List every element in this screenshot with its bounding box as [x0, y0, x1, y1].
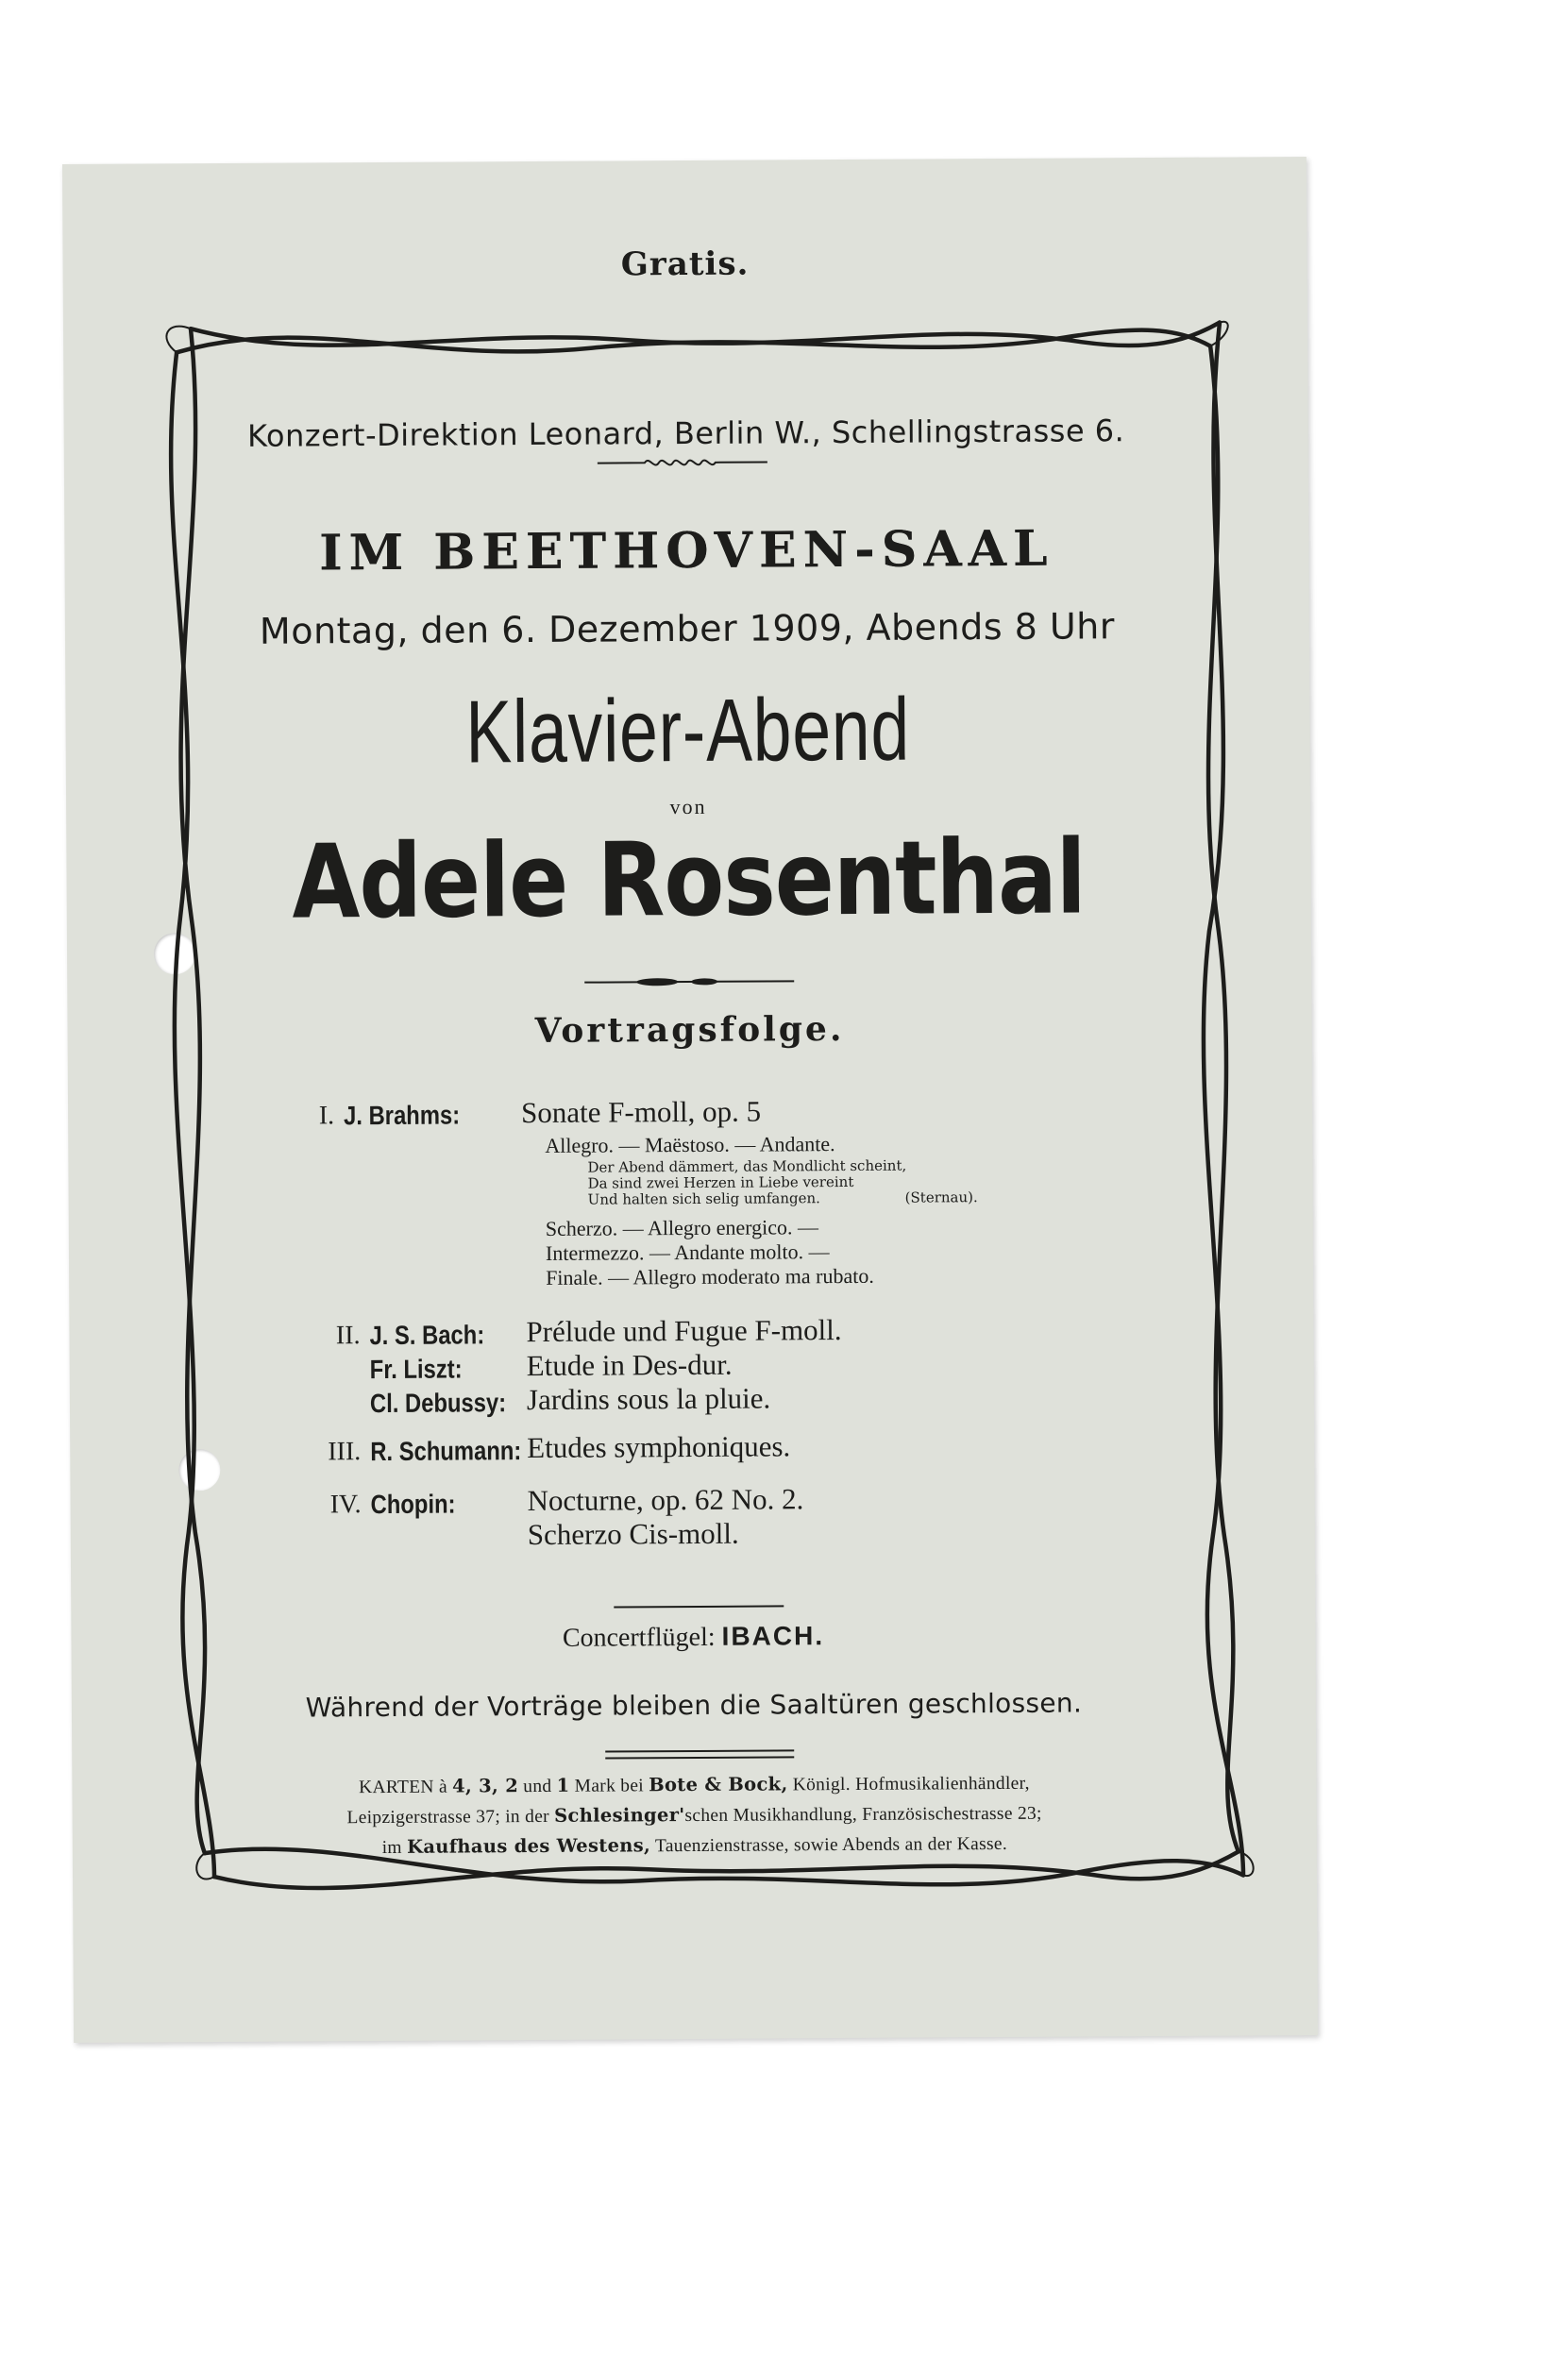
composer-brahms: J. Brahms:: [344, 1100, 461, 1131]
ticket-text: schen Musikhandlung, Französischestrasse 23;: [684, 1803, 1042, 1827]
ticket-text: Leipzigerstrasse 37; in der: [346, 1806, 549, 1829]
gratis-label: Gratis.: [620, 244, 750, 284]
venue-title: IM BEETHOVEN-SAAL: [319, 519, 1054, 582]
brahms-poem: Der Abend dämmert, das Mondlicht scheint, Da sind zwei Herzen in Liebe vereint Und halten sich selig umfangen.: [587, 1156, 907, 1208]
composer-bach: J. S. Bach:: [369, 1320, 485, 1351]
work-brahms: Sonate F-moll, op. 5: [520, 1094, 762, 1130]
work-debussy: Jardins sous la pluie.: [526, 1381, 771, 1417]
ticket-text: KARTEN à: [358, 1777, 447, 1798]
ticket-info: [72, 1766, 1317, 1864]
program-number-1: I.: [318, 1101, 335, 1131]
performer-name: Adele Rosenthal: [292, 818, 1087, 942]
ticket-text: Königl. Hofmusikalienhändler,: [792, 1773, 1030, 1795]
brahms-movements-3: Intermezzo. — Andante molto. —: [545, 1239, 830, 1265]
ticket-shop-bote-bock: Bote & Bock,: [649, 1773, 788, 1796]
event-title: Klavier-Abend: [464, 679, 911, 782]
program-number-3: III.: [328, 1437, 362, 1467]
composer-liszt: Fr. Liszt:: [369, 1354, 463, 1385]
work-chopin-scherzo: Scherzo Cis-moll.: [527, 1516, 739, 1552]
von-label: von: [669, 794, 707, 819]
program-number-2: II.: [335, 1321, 361, 1351]
ticket-text: im: [381, 1837, 402, 1859]
work-chopin-nocturne: Nocturne, op. 62 No. 2.: [527, 1482, 804, 1518]
brahms-poem-credit: (Sternau).: [904, 1188, 978, 1206]
ticket-text: und: [523, 1776, 552, 1797]
program-number-4: IV.: [329, 1490, 362, 1520]
composer-chopin: Chopin:: [370, 1489, 456, 1520]
piano-brand: IBACH.: [721, 1621, 825, 1651]
program-heading: Vortragsfolge.: [534, 1009, 845, 1052]
composer-schumann: R. Schumann:: [370, 1436, 522, 1467]
ticket-prices: 4, 3, 2: [452, 1775, 519, 1797]
ticket-price-one: 1: [556, 1774, 570, 1796]
work-schumann: Etudes symphoniques.: [527, 1429, 791, 1465]
ticket-shop-schlesinger: Schlesinger': [554, 1804, 685, 1827]
brahms-movements-1: Allegro. — Maëstoso. — Andante.: [545, 1132, 835, 1157]
concert-date: Montag, den 6. Dezember 1909, Abends 8 Uhr: [259, 605, 1116, 652]
brahms-movements-2: Scherzo. — Allegro energico. —: [545, 1215, 819, 1240]
work-bach: Prélude und Fugue F-moll.: [526, 1313, 842, 1349]
programme-sheet: [62, 157, 1318, 2043]
ticket-text: Tauenzienstrasse, sowie Abends an der Kasse.: [654, 1833, 1008, 1857]
composer-debussy: Cl. Debussy:: [369, 1388, 507, 1419]
doors-notice: Während der Vorträge bleiben die Saaltüren geschlossen.: [305, 1687, 1083, 1724]
ticket-shop-kaufhaus: Kaufhaus des Westens,: [406, 1834, 651, 1858]
brahms-movements-4: Finale. — Allegro moderato ma rubato.: [546, 1263, 874, 1290]
ticket-text: Mark bei: [574, 1776, 645, 1796]
piano-label: Concertflügel:: [562, 1622, 716, 1653]
organizer-line: Konzert-Direktion Leonard, Berlin W., Schellingstrasse 6.: [246, 413, 1125, 454]
work-liszt: Etude in Des-dur.: [526, 1347, 733, 1383]
